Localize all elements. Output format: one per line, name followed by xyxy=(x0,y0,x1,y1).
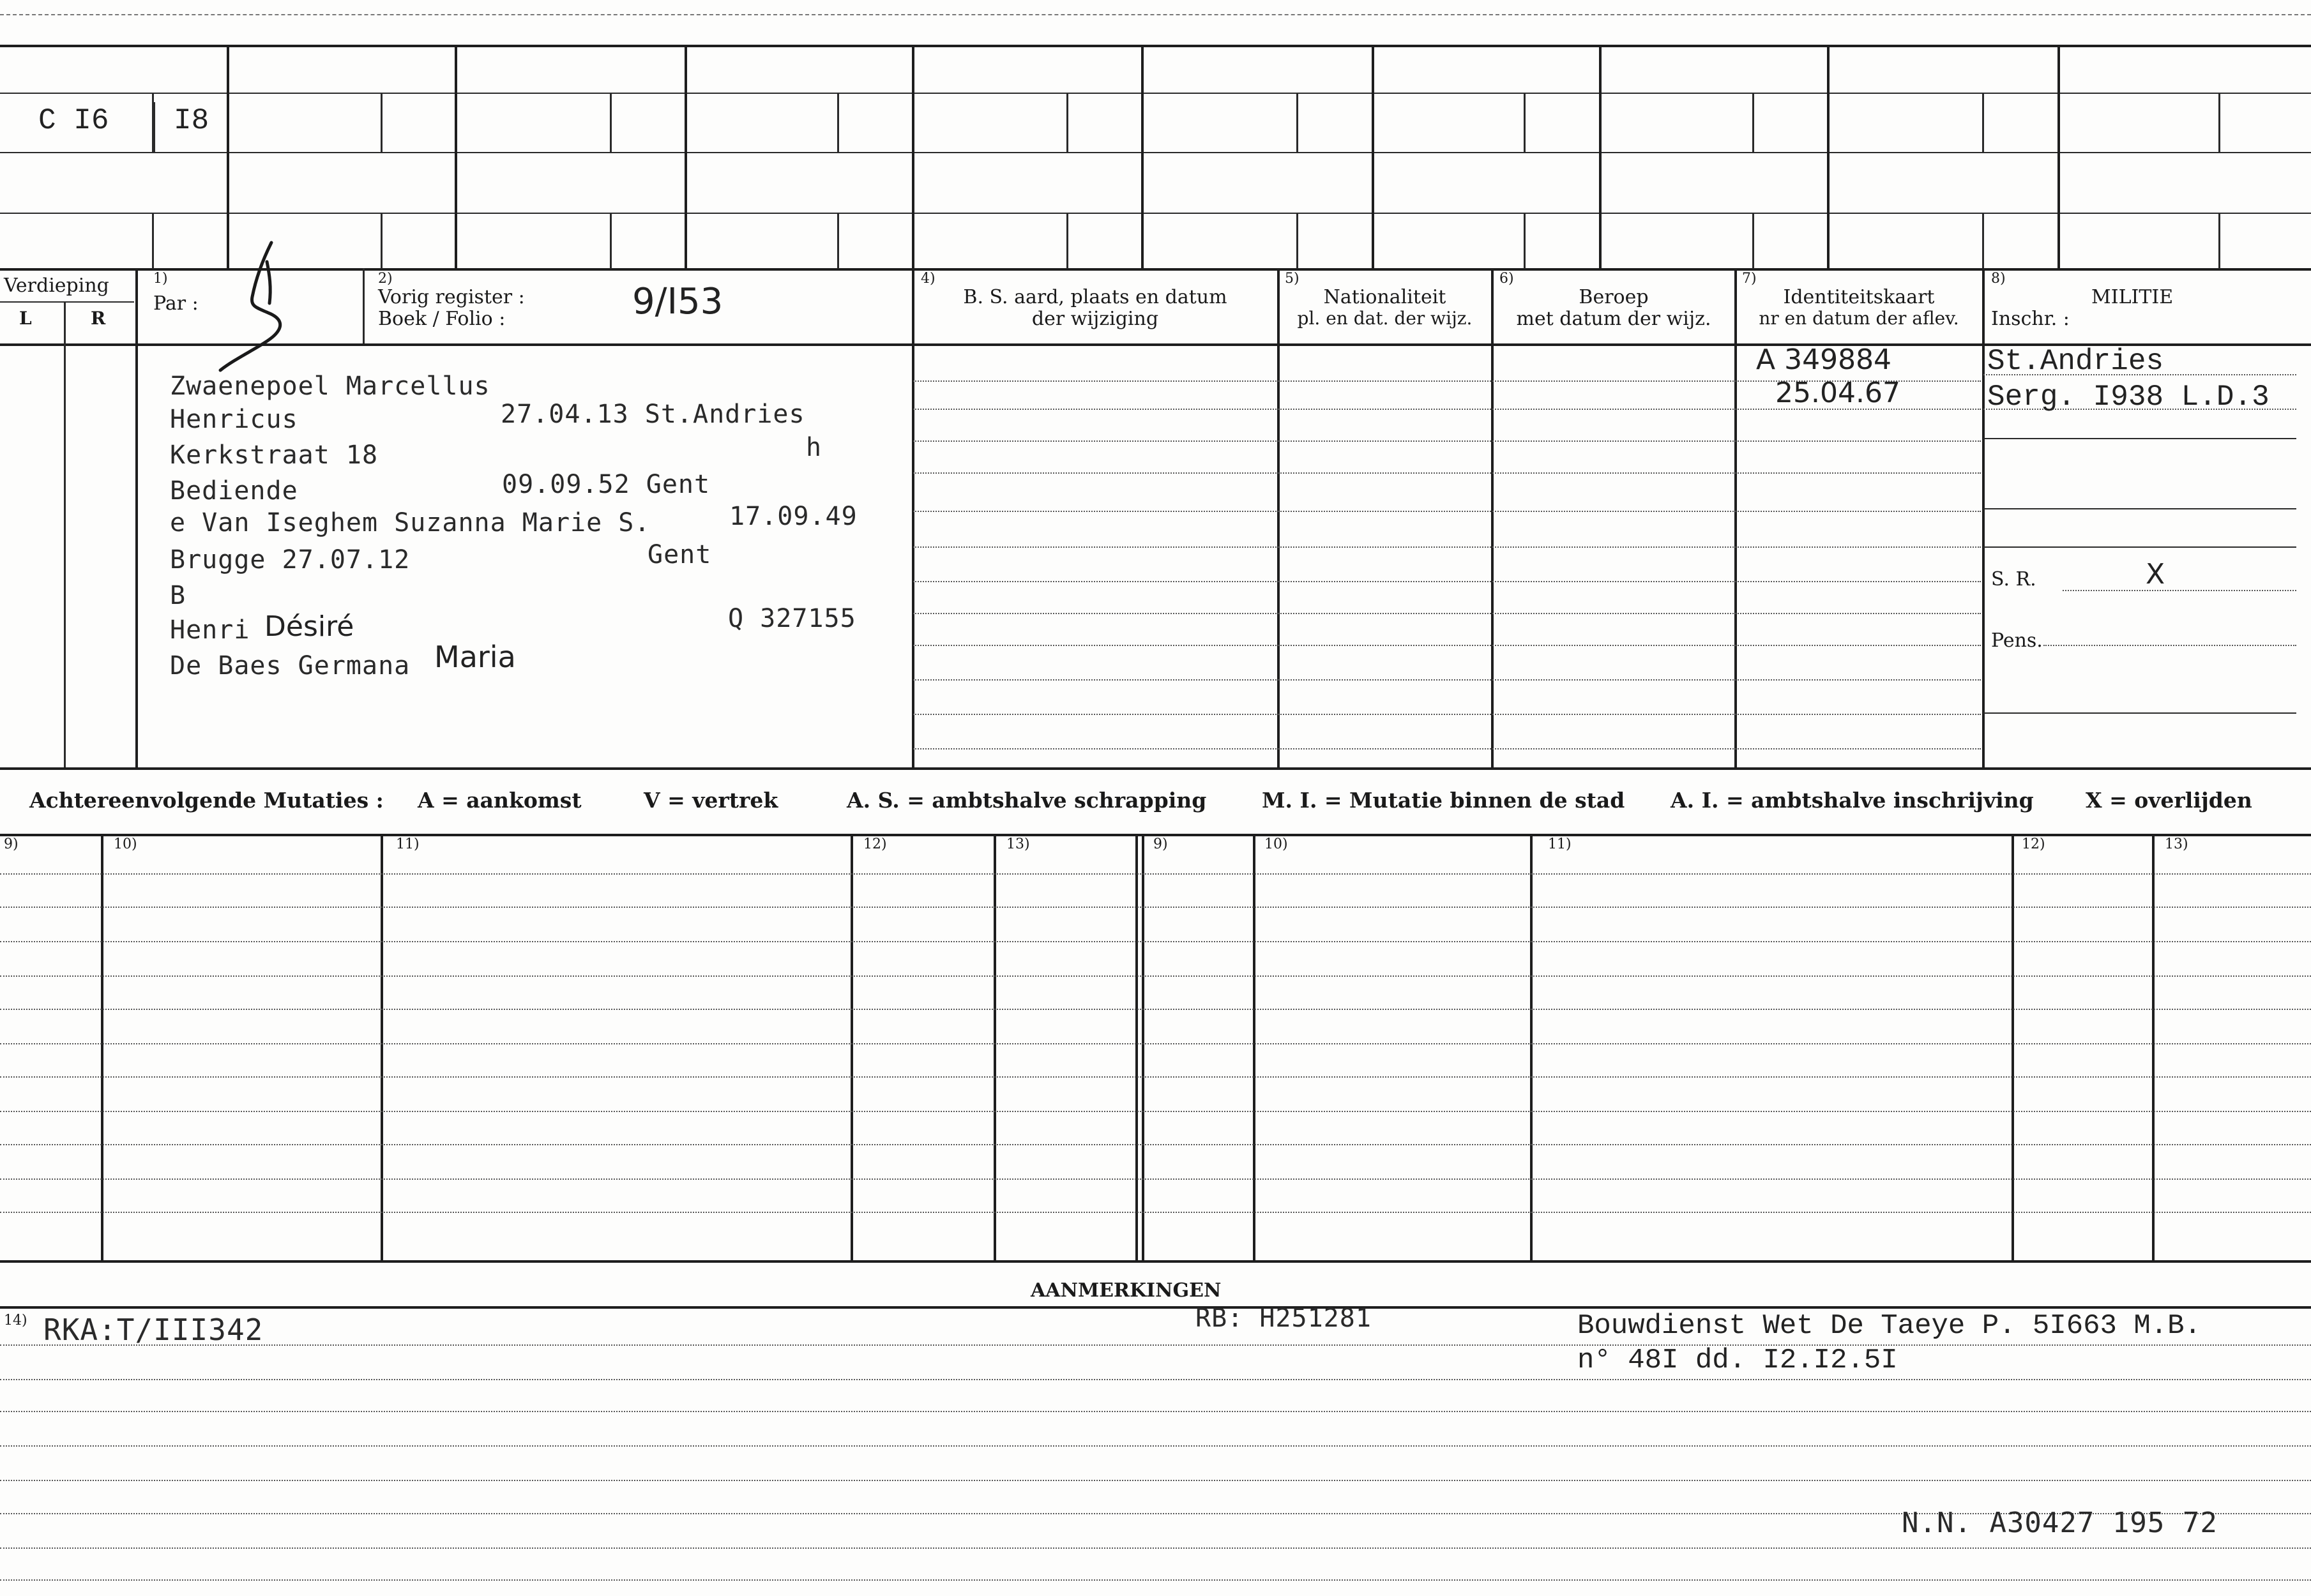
verdieping-label: Verdieping xyxy=(4,275,109,297)
id-card-number: A 349884 xyxy=(1756,343,1892,376)
code-c16: C I6 xyxy=(38,104,109,137)
beroep-header-line2: met datum der wijz. xyxy=(1516,308,1711,330)
militie-place: St.Andries xyxy=(1987,345,2164,378)
q-number: Q 327155 xyxy=(728,604,856,633)
person-name: Zwaenepoel Marcellus xyxy=(170,372,490,401)
mutatie-a: A = aankomst xyxy=(418,788,582,813)
mut-col-10-right: 10) xyxy=(1264,836,1288,852)
rka-value: RKA:T/III342 xyxy=(43,1313,264,1347)
mutatie-x: X = overlijden xyxy=(2086,788,2252,813)
father-name: Henri xyxy=(170,615,250,645)
mutatie-ai: A. I. = ambtshalve inschrijving xyxy=(1671,788,2034,813)
address: Kerkstraat 18 xyxy=(170,440,379,470)
mut-col-13-left: 13) xyxy=(1006,836,1030,852)
mut-col-9-right: 9) xyxy=(1153,836,1168,852)
id-card-date: 25.04.67 xyxy=(1775,377,1900,409)
field-number-2: 2) xyxy=(378,271,393,287)
beroep-header-line1: Beroep xyxy=(1579,286,1649,308)
marriage-date: 17.09.49 xyxy=(729,502,858,531)
par-label: Par : xyxy=(153,292,199,315)
spouse-birth: Brugge 27.07.12 xyxy=(170,545,411,575)
scan-edge xyxy=(0,14,2311,15)
occupation: Bediende xyxy=(170,476,298,506)
identiteitskaart-header-line2: nr en datum der aflev. xyxy=(1759,308,1959,329)
code-18: I8 xyxy=(174,104,209,137)
bs-header-line2: der wijziging xyxy=(1031,308,1159,330)
mut-col-11-left: 11) xyxy=(396,836,420,852)
field-number-14: 14) xyxy=(4,1313,27,1329)
mut-col-9-left: 9) xyxy=(4,836,19,852)
nationaliteit-header-line2: pl. en dat. der wijz. xyxy=(1297,308,1473,329)
mother-name-2: Maria xyxy=(434,640,516,674)
bouwdienst-line1: Bouwdienst Wet De Taeye P. 5I663 M.B. xyxy=(1577,1310,2201,1342)
sr-value: X xyxy=(2146,558,2165,591)
mut-col-13-right: 13) xyxy=(2165,836,2188,852)
field-number-7: 7) xyxy=(1742,271,1757,287)
mutatie-mi: M. I. = Mutatie binnen de stad xyxy=(1262,788,1625,813)
field-number-1: 1) xyxy=(153,271,168,287)
pens-label: Pens. xyxy=(1991,629,2043,652)
mut-col-11-right: 11) xyxy=(1548,836,1572,852)
vorig-register-label: Vorig register : xyxy=(378,286,525,308)
mut-col-12-right: 12) xyxy=(2022,836,2045,852)
mutatie-as: A. S. = ambtshalve schrapping xyxy=(847,788,1207,813)
spouse-name: e Van Iseghem Suzanna Marie S. xyxy=(170,508,651,538)
vorig-register-value: 9/I53 xyxy=(632,281,724,322)
mother-name: De Baes Germana xyxy=(170,651,411,681)
occupation-date: 09.09.52 Gent xyxy=(502,470,711,499)
mutaties-title: Achtereenvolgende Mutaties : xyxy=(29,788,384,813)
field-number-5: 5) xyxy=(1285,271,1299,287)
bouwdienst-line2: n° 48I dd. I2.I2.5I xyxy=(1577,1344,1898,1376)
marker-b: B xyxy=(170,581,186,610)
aanmerkingen-title: AANMERKINGEN xyxy=(1031,1279,1222,1302)
identiteitskaart-header-line1: Identiteitskaart xyxy=(1783,286,1935,308)
address-mark: h xyxy=(806,433,822,462)
par-signature xyxy=(211,236,307,377)
person-name-2: Henricus xyxy=(170,405,298,434)
bs-header-line1: B. S. aard, plaats en datum xyxy=(963,286,1227,308)
national-number: N.N. A30427 195 72 xyxy=(1902,1507,2218,1539)
field-number-8: 8) xyxy=(1991,271,2006,287)
field-number-4: 4) xyxy=(921,271,936,287)
father-name-2: Désiré xyxy=(264,610,354,643)
mut-col-10-left: 10) xyxy=(114,836,137,852)
l-label: L xyxy=(19,308,32,329)
rb-value: RB: H251281 xyxy=(1195,1304,1372,1333)
militie-rank: Serg. I938 L.D.3 xyxy=(1987,380,2269,414)
mutatie-v: V = vertrek xyxy=(644,788,778,813)
boek-folio-label: Boek / Folio : xyxy=(378,308,506,330)
sr-label: S. R. xyxy=(1991,568,2036,591)
field-number-6: 6) xyxy=(1499,271,1514,287)
mut-col-12-left: 12) xyxy=(863,836,887,852)
birth-date-place: 27.04.13 St.Andries xyxy=(501,400,805,429)
inschr-label: Inschr. : xyxy=(1991,308,2070,330)
nationaliteit-header-line1: Nationaliteit xyxy=(1323,286,1446,308)
r-label: R xyxy=(91,308,106,329)
militie-label: MILITIE xyxy=(2091,286,2174,308)
spouse-birth-place: Gent xyxy=(648,540,712,569)
